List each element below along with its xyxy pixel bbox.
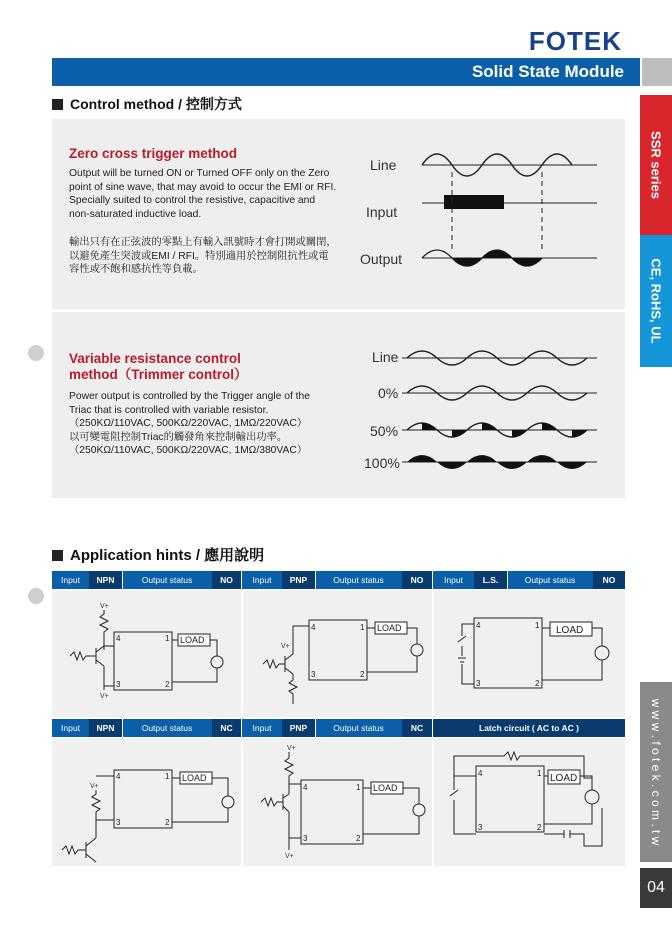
vplus-label: V+ [287, 745, 296, 752]
input-pulse [444, 195, 504, 209]
wire [544, 808, 602, 846]
pin-label: 4 [116, 634, 121, 643]
wire [367, 628, 417, 672]
website-label: w w w . f o t e k . c o m . t w [649, 698, 663, 846]
ac-source-icon [585, 790, 599, 804]
circuit-pnp-nc [243, 738, 432, 866]
pin-label: 2 [537, 823, 542, 832]
hdr-status: Output status [507, 571, 594, 589]
pin-label: 2 [535, 679, 540, 688]
pin-label: 3 [116, 818, 121, 827]
ssr-module-box [474, 618, 542, 688]
circuit-ls-no [434, 590, 625, 717]
pin-label: 1 [165, 772, 170, 781]
wire [289, 784, 301, 850]
transistor-symbol [86, 854, 96, 862]
hdr-type: NPN [89, 719, 123, 737]
full-fill [437, 462, 467, 469]
pin-label: 3 [116, 680, 121, 689]
page-number: 04 [640, 868, 672, 908]
hdr-type: NPN [89, 571, 123, 589]
pin-label: 3 [476, 679, 481, 688]
resistor-symbol [70, 652, 96, 660]
application-hints-heading [52, 544, 264, 565]
hdr-input: Input [52, 719, 90, 737]
label-input: Input [366, 204, 398, 220]
header-corner [642, 58, 672, 86]
hdr-status: Output status [315, 571, 403, 589]
zero-cross-title: Zero cross trigger method [69, 146, 238, 161]
resistor-symbol [100, 610, 108, 650]
tab-ssr-series[interactable] [640, 95, 672, 235]
pin-label: 1 [537, 769, 542, 778]
transistor-symbol [86, 838, 96, 846]
wire [172, 778, 228, 822]
fotek-logo: FOTEK [528, 26, 622, 56]
hdr-status: Output status [315, 719, 403, 737]
hdr-mode: NO [402, 571, 433, 589]
hdr-input: Input [242, 571, 283, 589]
application-hints-heading-text: Application hints / 應用說明 [70, 547, 265, 564]
full-fill [407, 455, 437, 462]
ac-source-icon [222, 796, 234, 808]
full-fill [527, 455, 557, 462]
hdr-mode: NC [212, 719, 242, 737]
transistor-symbol [96, 660, 104, 666]
resistor-symbol [62, 846, 86, 854]
hdr-status: Output status [122, 571, 213, 589]
circuit-pnp-no [243, 590, 432, 717]
tab-ssr-series-label: SSR series [648, 131, 664, 199]
square-bullet-icon [52, 99, 63, 110]
pin-label: 1 [360, 623, 365, 632]
pin-label: 2 [360, 670, 365, 679]
circuit-npn-no [52, 590, 241, 717]
pin-label: 2 [165, 818, 170, 827]
full-fill [467, 455, 497, 462]
pin-label: 4 [303, 783, 308, 792]
hdr-input: Input [433, 571, 475, 589]
hints-header-row-1 [52, 571, 625, 589]
wire [289, 626, 309, 704]
hdr-type: L.S. [474, 571, 508, 589]
vplus-label: V+ [281, 643, 290, 650]
ac-source-icon [411, 644, 423, 656]
ssr-module-box [309, 620, 367, 680]
pin-label: 3 [478, 823, 483, 832]
resistor-symbol [285, 752, 293, 794]
output-fill [482, 250, 512, 258]
control-method-heading [52, 94, 242, 114]
variable-spec-2: （250KΩ/110VAC, 500KΩ/220VAC, 1MΩ/380VAC） [69, 445, 308, 456]
label-output: Output [360, 251, 403, 267]
load-label: LOAD [550, 773, 578, 784]
vplus-label: V+ [100, 603, 109, 610]
ssr-module-box [301, 780, 363, 844]
hdr-type: PNP [282, 719, 316, 737]
website-tab [640, 682, 672, 862]
transistor-symbol [283, 806, 289, 812]
ssr-module-box [114, 770, 172, 828]
ac-source-icon [595, 646, 609, 660]
zero-cross-waveform [352, 140, 614, 280]
pin-label: 1 [165, 634, 170, 643]
load-label: LOAD [180, 635, 205, 645]
label-0-percent: 0% [378, 385, 399, 401]
vplus-label: V+ [100, 693, 109, 700]
pin-label: 4 [116, 772, 121, 781]
hdr-type: PNP [282, 571, 316, 589]
tab-certifications[interactable] [640, 235, 672, 367]
transistor-symbol [285, 654, 293, 660]
label-100-percent: 100% [364, 455, 400, 471]
transistor-symbol [96, 646, 104, 652]
label-line: Line [372, 349, 399, 365]
full-fill [557, 462, 587, 469]
load-label: LOAD [556, 625, 584, 636]
variable-desc-zh: 以可變電阻控制Triac的觸發角來控制輸出功率。 [69, 432, 288, 443]
variable-desc-en: Power output is controlled by the Trigger angle of the Triac that is controlled with variable resistor. [69, 391, 310, 416]
hdr-input: Input [242, 719, 283, 737]
hdr-mode: NC [402, 719, 433, 737]
ac-source-icon [211, 656, 223, 668]
wire [363, 788, 419, 834]
pin-label: 1 [535, 621, 540, 630]
full-fill [497, 462, 527, 469]
load-label: LOAD [182, 773, 207, 783]
pin-label: 1 [356, 783, 361, 792]
pin-label: 2 [356, 834, 361, 843]
hdr-mode: NO [593, 571, 625, 589]
zero-cross-desc-zh: 輸出只有在正弦波的零點上有輸入訊號時才會打開或關閉，以避免產生突波或EMI / RFI。特別適用於控制阻抗性或電容性或不飽和感抗性等負載。 [69, 237, 337, 275]
vplus-label: V+ [90, 783, 99, 790]
vplus-label: V+ [285, 853, 294, 860]
pin-label: 3 [311, 670, 316, 679]
control-method-heading-text: Control method / 控制方式 [70, 96, 242, 112]
bullet-dot [28, 345, 44, 361]
label-50-percent: 50% [370, 423, 399, 439]
resistor-symbol [261, 798, 283, 806]
variable-spec-1: （250KΩ/110VAC, 500KΩ/220VAC, 1MΩ/220VAC） [69, 418, 308, 429]
ssr-module-box [114, 632, 172, 690]
pin-label: 4 [476, 621, 481, 630]
resistor-symbol [263, 660, 285, 668]
circuit-latch-ac [434, 738, 625, 866]
transistor-symbol [283, 794, 289, 798]
pin-label: 4 [311, 623, 316, 632]
output-fill [452, 258, 482, 266]
hdr-mode: NO [212, 571, 242, 589]
label-line: Line [370, 157, 397, 173]
ac-source-icon [413, 804, 425, 816]
pin-label: 4 [478, 769, 483, 778]
tab-certifications-label: CE, RoHS, UL [648, 258, 664, 344]
circuit-npn-nc [52, 738, 241, 866]
wire [450, 776, 476, 834]
load-label: LOAD [373, 783, 398, 793]
hints-header-row-2 [52, 719, 625, 737]
pin-label: 2 [165, 680, 170, 689]
variable-title-line1: Variable resistance control [69, 351, 241, 366]
square-bullet-icon [52, 550, 63, 561]
hdr-status: Output status [122, 719, 213, 737]
page-title: Solid State Module [471, 62, 624, 81]
pin-label: 3 [303, 834, 308, 843]
zero-cross-desc-en: Output will be turned ON or Turned OFF only on the Zero point of sine wave, that may avoid to occur the EMI or RFI. Specially suited to control the resistive, capacitive and non-saturated inductive load. [69, 168, 337, 220]
load-label: LOAD [377, 623, 402, 633]
limit-switch-wire [458, 624, 474, 684]
ssr-module-box [476, 766, 544, 832]
variable-title-line2: method（Trimmer control） [69, 367, 248, 382]
variable-waveform [352, 338, 614, 478]
hdr-input: Input [52, 571, 90, 589]
bullet-dot [28, 588, 44, 604]
hdr-latch: Latch circuit ( AC to AC ) [433, 719, 625, 737]
transistor-symbol [285, 668, 293, 674]
output-fill [512, 258, 542, 266]
